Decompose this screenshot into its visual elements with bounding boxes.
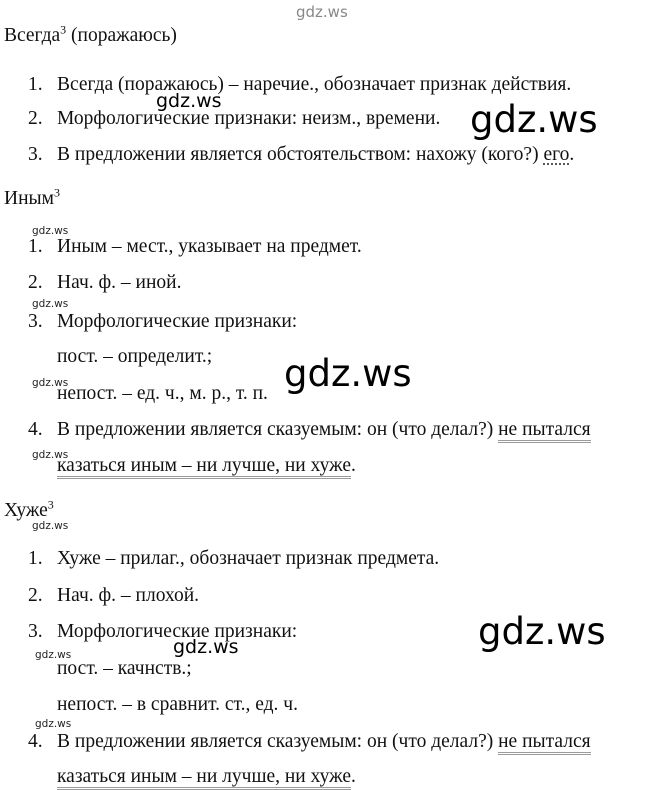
item-text: Морфологические признаки: неизм., времени.: [57, 108, 441, 129]
item-number: 2.: [28, 272, 43, 293]
item-text: пост. – качнств.;: [57, 658, 192, 679]
heading-word: Всегда: [4, 25, 61, 46]
item-text-part: В предложении является обстоятельством: нахожу (кого?): [57, 144, 544, 165]
predicate-underlined: не пытался: [498, 731, 590, 755]
watermark-large: gdz.ws: [284, 352, 412, 395]
item-number: 2.: [28, 108, 43, 129]
item-text: Нач. ф. – плохой.: [57, 585, 200, 606]
watermark-large: gdz.ws: [466, 98, 602, 141]
item-text: [57, 144, 574, 166]
item-text-part: В предложении является сказуемым: он (что делал?): [57, 731, 499, 752]
watermark-top: gdz.ws: [296, 3, 348, 21]
item-number: 1.: [28, 236, 43, 257]
item-number: 3.: [28, 621, 43, 642]
predicate-underlined: казаться иным – ни лучше, ни хуже: [57, 766, 351, 790]
item-text: Хуже – прилаг., обозначает признак предмета.: [57, 548, 440, 569]
item-text: [57, 455, 356, 477]
watermark-small: gdz.ws: [32, 225, 69, 237]
watermark-small: gdz.ws: [32, 298, 69, 310]
watermark-small: gdz.ws: [32, 520, 69, 532]
item-number: 4.: [28, 419, 43, 440]
item-text: [57, 419, 591, 441]
item-text: Морфологические признаки:: [57, 311, 298, 332]
heading-superscript: 3: [60, 22, 67, 37]
watermark-medium: gdz.ws: [173, 636, 239, 658]
watermark-medium: gdz.ws: [156, 90, 222, 112]
watermark-small: gdz.ws: [32, 449, 69, 461]
item-text: Иным – мест., указывает на предмет.: [57, 236, 362, 257]
item-text: [57, 766, 356, 788]
item-text: Нач. ф. – иной.: [57, 272, 182, 293]
item-text-part: .: [569, 144, 575, 165]
item-number: 2.: [28, 585, 43, 606]
item-number: 3.: [28, 144, 43, 165]
item-text: Морфологические признаки:: [57, 621, 298, 642]
heading-superscript: 3: [53, 185, 60, 200]
section-heading-vsegda: [4, 22, 177, 47]
item-text: Всегда (поражаюсь) – наречие., обозначает признак действия.: [57, 74, 572, 95]
item-number: 3.: [28, 311, 43, 332]
watermark-small: gdz.ws: [35, 718, 72, 730]
section-heading-inym: [4, 185, 60, 210]
predicate-underlined: не пытался: [498, 419, 590, 443]
section-heading-khuzhe: [4, 497, 54, 522]
heading-superscript: 3: [47, 497, 54, 512]
item-text-part: В предложении является сказуемым: он (что делал?): [57, 419, 499, 440]
item-text-part: .: [351, 455, 356, 476]
item-text: непост. – в сравнит. ст., ед. ч.: [57, 694, 298, 715]
item-text: пост. – определит.;: [57, 346, 213, 367]
heading-note: (поражаюсь): [71, 25, 177, 46]
item-text-part: .: [351, 766, 356, 787]
item-text: [57, 731, 591, 753]
watermark-large: gdz.ws: [478, 610, 606, 653]
item-text: непост. – ед. ч., м. р., т. п.: [57, 383, 268, 404]
item-number: 1.: [28, 548, 43, 569]
watermark-small: gdz.ws: [35, 649, 72, 661]
underlined-word: его: [543, 144, 570, 165]
heading-word: Иным: [4, 188, 54, 209]
item-number: 1.: [28, 74, 43, 95]
watermark-small: gdz.ws: [32, 377, 69, 389]
predicate-underlined: казаться иным – ни лучше, ни хуже: [57, 455, 351, 479]
heading-word: Хуже: [4, 500, 48, 521]
item-number: 4.: [28, 731, 43, 752]
